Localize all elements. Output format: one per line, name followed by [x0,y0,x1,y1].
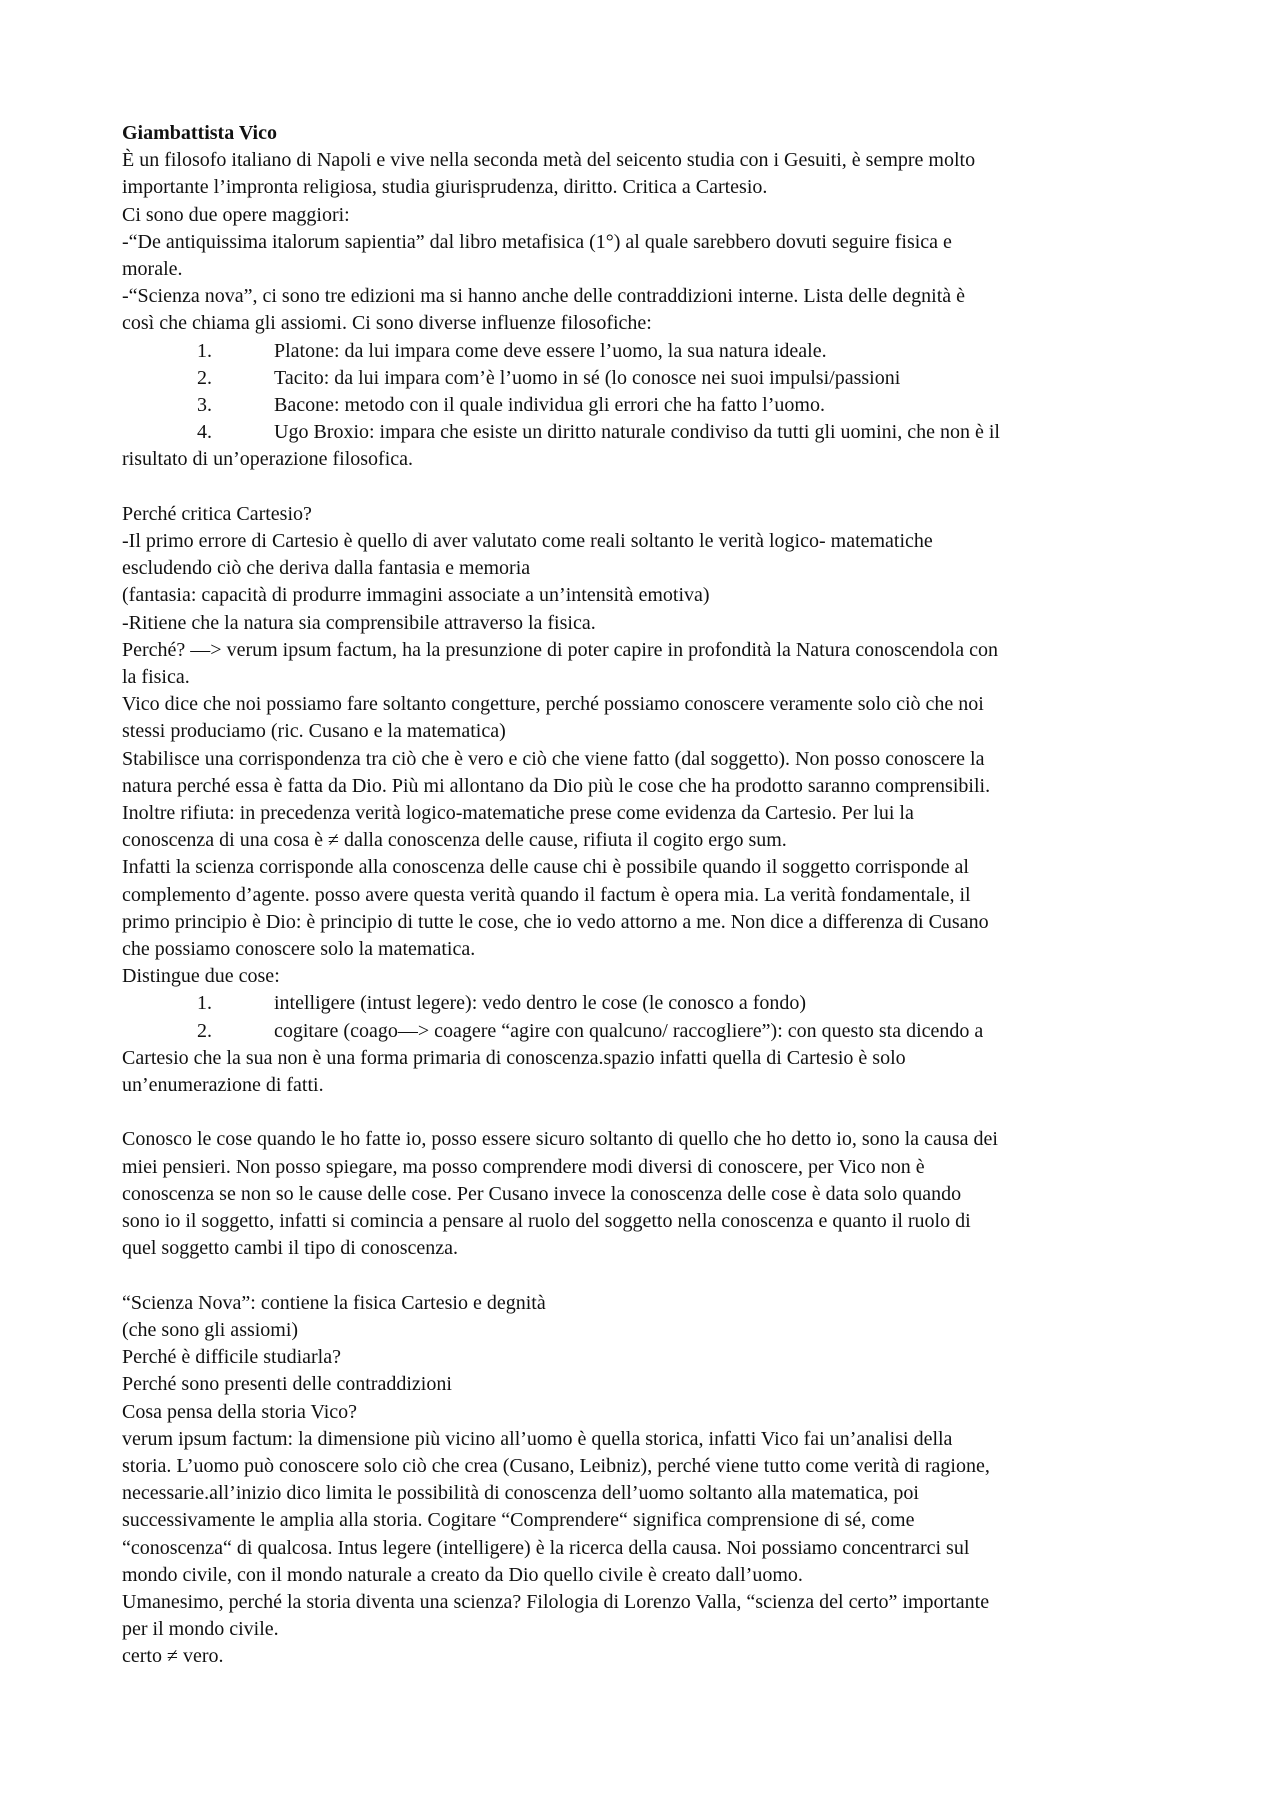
knowing-paragraph [122,1126,1172,1262]
text-line: un’enumerazione di fatti. [122,1074,324,1097]
text-line: mondo civile, con il mondo naturale a creato da Dio quello civile è creato dall’uomo. [122,1563,803,1586]
text-line: Umanesimo, perché la storia diventa una scienza? Filologia di Lorenzo Valla, “scienza del certo” importante [122,1590,990,1613]
spacer [122,1263,1172,1290]
text-line: primo principio è Dio: è principio di tutte le cose, che io vedo attorno a me. Non dice a differenza di Cusano [122,910,989,933]
text-line: quel soggetto cambi il tipo di conoscenza. [122,1237,459,1260]
document-title: Giambattista Vico [122,122,277,144]
text-line: certo ≠ vero. [122,1645,224,1668]
text-line: È un filosofo italiano di Napoli e vive nella seconda metà del seicento studia con i Gesuiti, è sempre molto [122,149,976,172]
text-line: “conoscenza“ di qualcosa. Intus legere (intelligere) è la ricerca della causa. Noi possiamo concentrarci sul [122,1536,970,1559]
list-item [122,338,1172,365]
list-number: 2. [197,1019,212,1042]
text-line: conoscenza se non so le cause delle cose. Per Cusano invece la conoscenza delle cose è data solo quando [122,1182,962,1205]
text-line: -Ritiene che la natura sia comprensibile attraverso la fisica. [122,611,596,634]
text-line: (fantasia: capacità di produrre immagini associate a un’intensità emotiva) [122,584,710,607]
text-line: sono io il soggetto, infatti si comincia a pensare al ruolo del soggetto nella conoscenza e quanto il ruolo di [122,1210,971,1233]
intro-paragraph [122,147,1172,337]
list-item [122,365,1172,392]
scienza-nova-section [122,1290,1172,1671]
text-line: Infatti la scienza corrisponde alla conoscenza delle cause chi è possibile quando il soggetto corrisponde al [122,856,969,879]
text-line: natura perché essa è fatta da Dio. Più mi allontano da Dio più le cose che ha prodotto saranno comprensibili. [122,774,991,797]
text-line: -Il primo errore di Cartesio è quello di aver valutato come reali soltanto le verità logico- matematiche [122,530,933,553]
list-text: cogitare (coago—> coagere “agire con qualcuno/ raccogliere”): con questo sta dicendo a [274,1019,984,1042]
text-line: così che chiama gli assiomi. Ci sono diverse influenze filosofiche: [122,312,652,335]
text-line: successivamente le amplia alla storia. Cogitare “Comprendere“ significa comprensione di sé, come [122,1509,915,1532]
text-line: complemento d’agente. posso avere questa verità quando il factum è opera mia. La verità fondamentale, il [122,883,971,906]
list-item [122,1018,1172,1045]
text-line: Cosa pensa della storia Vico? [122,1400,358,1423]
text-line: Stabilisce una corrispondenza tra ciò che è vero e ciò che viene fatto (dal soggetto). Non posso conoscere la [122,747,985,770]
list-text: Platone: da lui impara come deve essere l’uomo, la sua natura ideale. [274,339,827,362]
document-page [122,120,1172,1671]
text-line: “Scienza Nova”: contiene la fisica Cartesio e degnità [122,1291,546,1314]
text-line: conoscenza di una cosa è ≠ dalla conoscenza delle cause, rifiuta il cogito ergo sum. [122,829,787,852]
list-text: intelligere (intust legere): vedo dentro le cose (le conosco a fondo) [274,992,807,1015]
text-line: verum ipsum factum: la dimensione più vicino all’uomo è quella storica, infatti Vico fai un’analisi della [122,1427,953,1450]
text-line: Conosco le cose quando le ho fatte io, posso essere sicuro soltanto di quello che ho detto io, sono la causa dei [122,1128,998,1151]
distinctions-list [122,990,1172,1099]
text-line: importante l’impronta religiosa, studia giurisprudenza, diritto. Critica a Cartesio. [122,176,768,199]
text-line: la fisica. [122,666,190,689]
text-line: Cartesio che la sua non è una forma primaria di conoscenza.spazio infatti quella di Cartesio è solo [122,1046,906,1069]
critique-section [122,501,1172,991]
text-line: Distingue due cose: [122,965,280,988]
list-number: 1. [197,339,212,362]
list-item [122,990,1172,1017]
text-line: Perché è difficile studiarla? [122,1346,341,1369]
list-item [122,392,1172,419]
text-line: Perché? —> verum ipsum factum, ha la presunzione di poter capire in profondità la Natura conoscendola con [122,638,998,661]
list-text: Bacone: metodo con il quale individua gli errori che ha fatto l’uomo. [274,394,825,417]
list-number: 2. [197,366,212,389]
text-line: Perché critica Cartesio? [122,502,312,525]
spacer [122,1099,1172,1126]
text-line: che possiamo conoscere solo la matematica. [122,938,476,961]
spacer [122,474,1172,501]
list-text: Ugo Broxio: impara che esiste un diritto naturale condiviso da tutti gli uomini, che non è il [274,421,1000,444]
text-line: stessi produciamo (ric. Cusano e la matematica) [122,720,506,743]
text-line: Perché sono presenti delle contraddizioni [122,1373,452,1396]
text-line: per il mondo civile. [122,1618,279,1641]
text-line: -“De antiquissima italorum sapientia” dal libro metafisica (1°) al quale sarebbero dovuti seguire fisica e [122,230,952,253]
text-line: morale. [122,258,183,281]
list-number: 4. [197,421,212,444]
text-line: necessarie.all’inizio dico limita le possibilità di conoscenza dell’uomo soltanto alla matematica, poi [122,1482,919,1505]
list-text: Tacito: da lui impara com’è l’uomo in sé (lo conosce nei suoi impulsi/passioni [274,366,901,389]
text-line: Ci sono due opere maggiori: [122,203,350,226]
text-line: (che sono gli assiomi) [122,1318,299,1341]
text-line: miei pensieri. Non posso spiegare, ma posso comprendere modi diversi di conoscere, per Vico non è [122,1155,925,1178]
text-line: -“Scienza nova”, ci sono tre edizioni ma si hanno anche delle contraddizioni interne. Lista delle degnità è [122,285,966,308]
list-number: 3. [197,394,212,417]
text-line: escludendo ciò che deriva dalla fantasia e memoria [122,557,531,580]
text-line: Inoltre rifiuta: in precedenza verità logico-matematiche prese come evidenza da Cartesio. Per lui la [122,802,914,825]
influences-list [122,338,1172,474]
text-line: risultato di un’operazione filosofica. [122,448,414,471]
list-number: 1. [197,992,212,1015]
text-line: storia. L’uomo può conoscere solo ciò che crea (Cusano, Leibniz), perché viene tutto come verità di ragione, [122,1454,990,1477]
list-item [122,419,1172,446]
text-line: Vico dice che noi possiamo fare soltanto congetture, perché possiamo conoscere veramente solo ciò che noi [122,693,984,716]
